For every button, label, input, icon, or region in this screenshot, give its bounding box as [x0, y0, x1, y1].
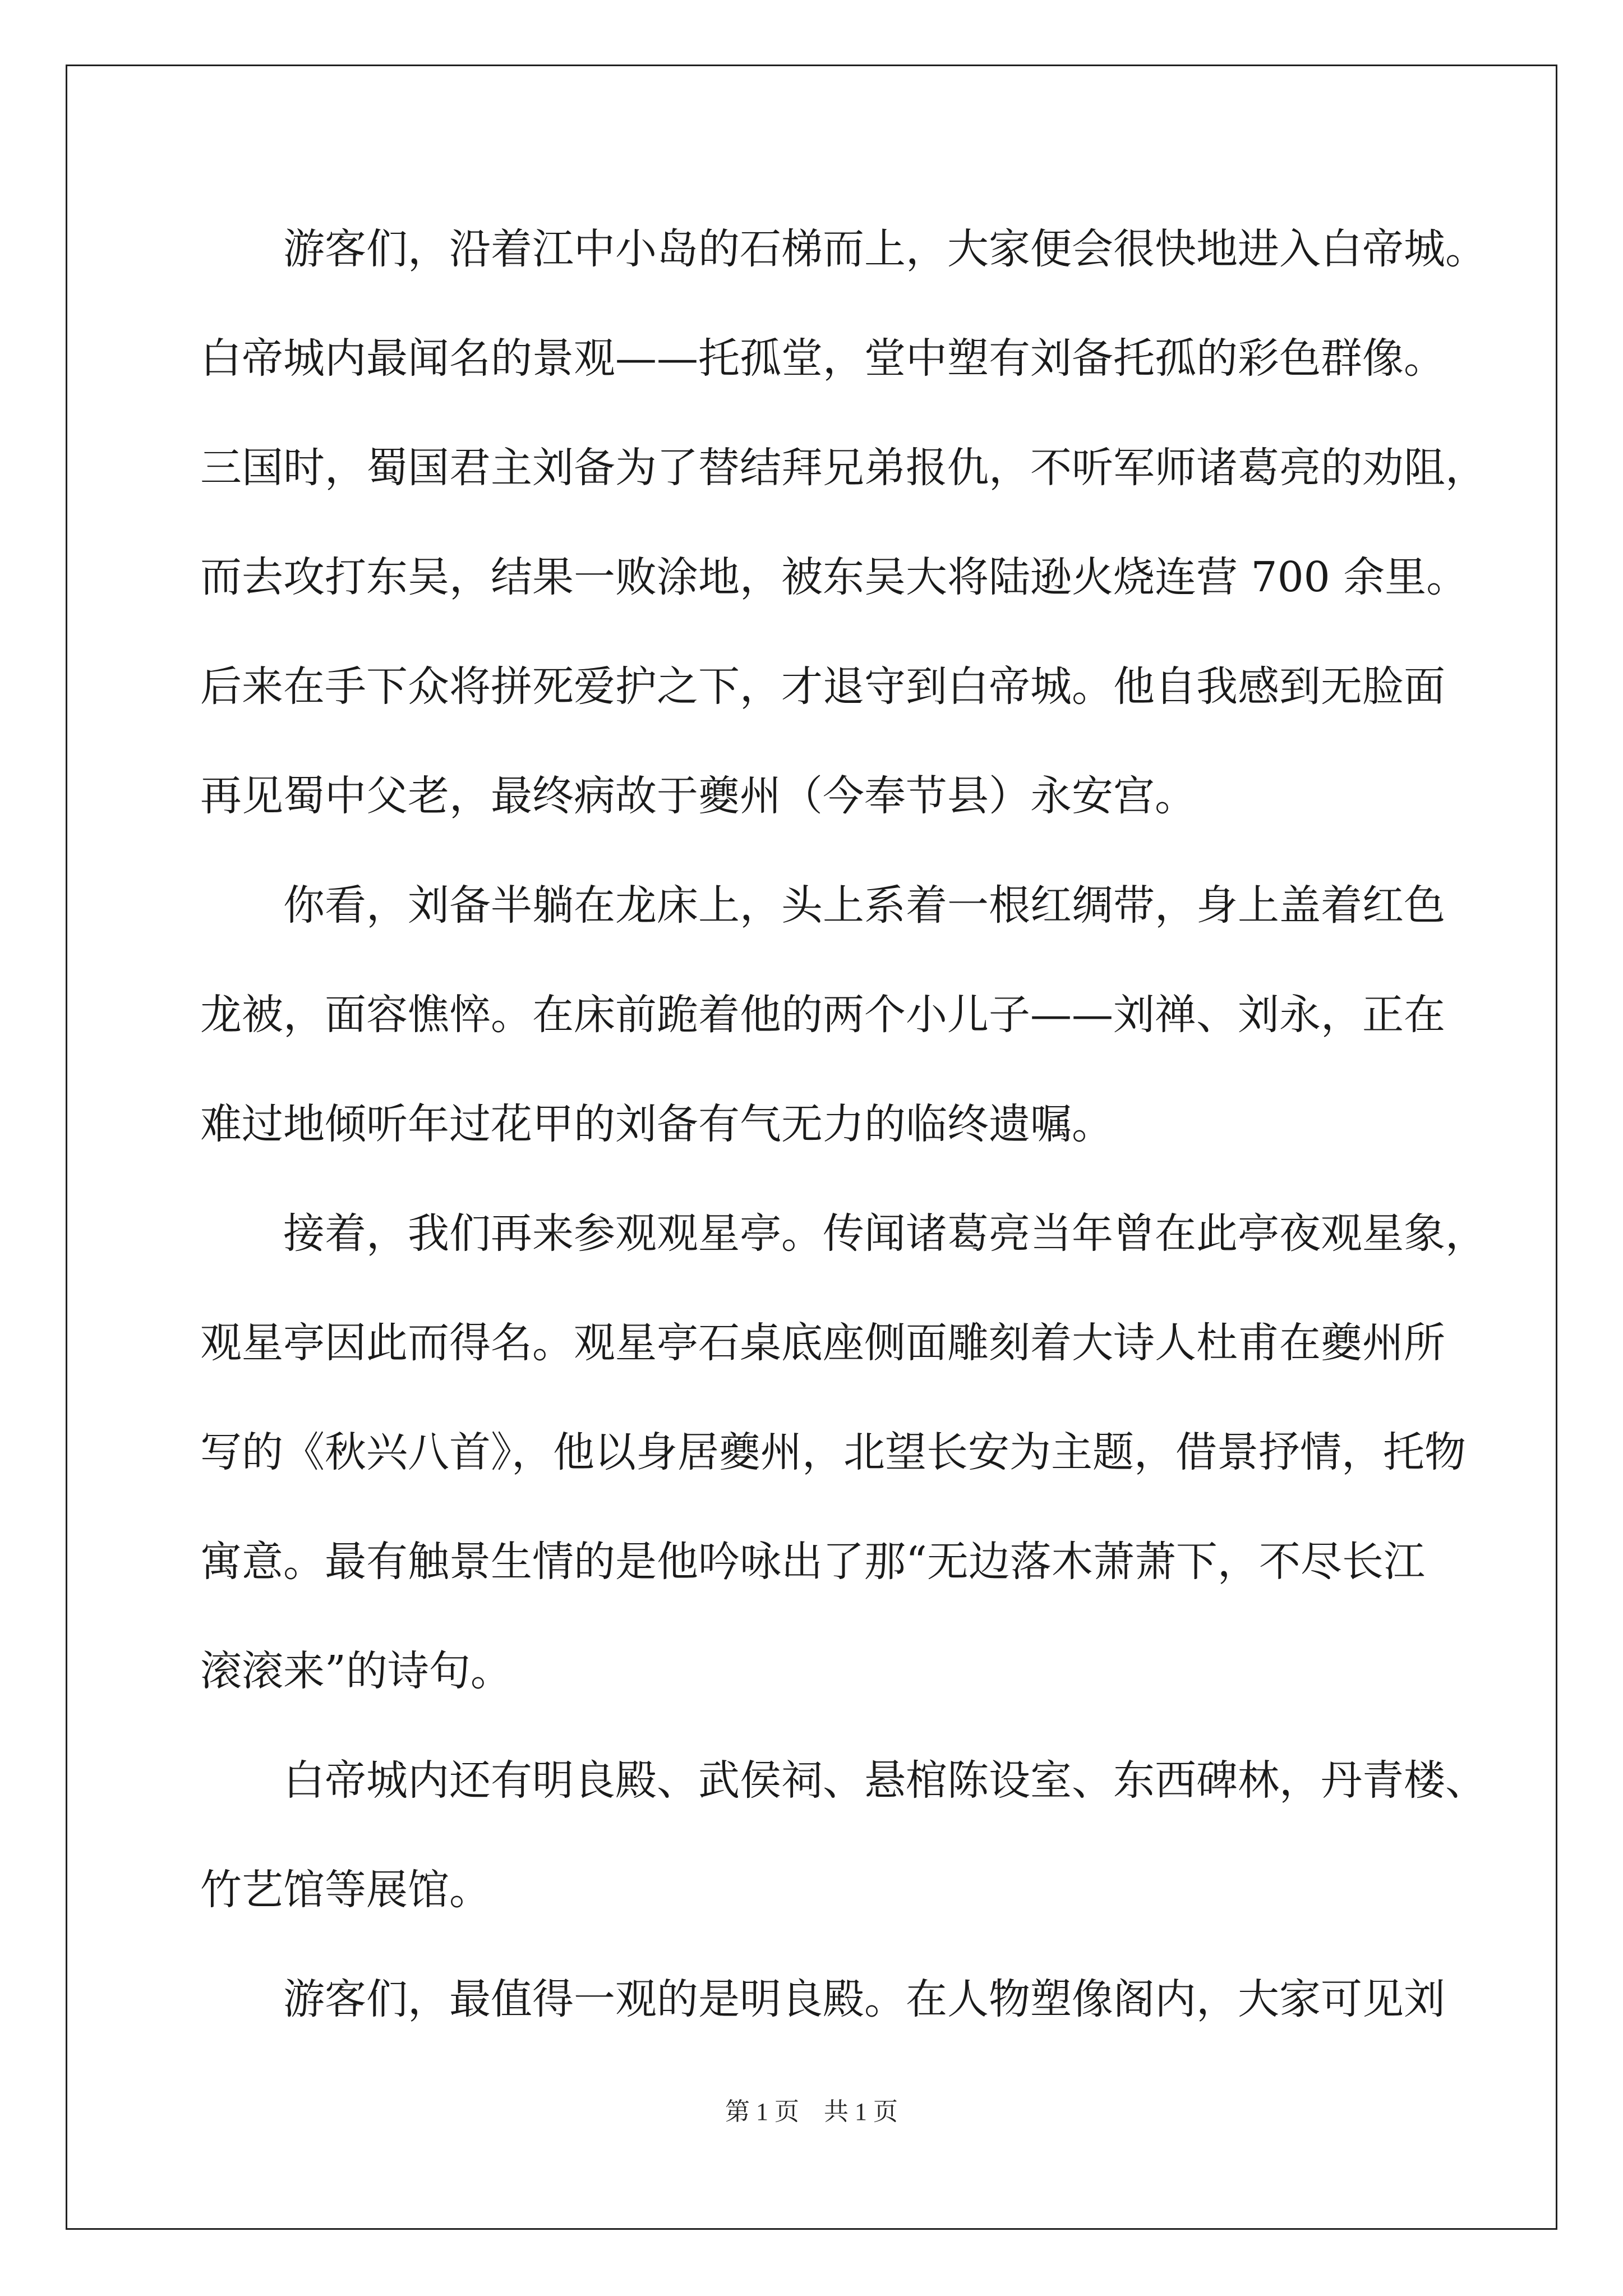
text-line: 寓意。最有触景生情的是他吟咏出了那“无边落木萧萧下，不尽长江 [200, 1538, 1425, 1586]
text-line: 后来在手下众将拼死爱护之下，才退守到白帝城。他自我感到无脸面 [200, 662, 1445, 711]
text-line: 游客们，最值得一观的是明良殿。在人物塑像阁内，大家可见刘 [200, 1975, 1445, 2023]
text-line: 三国时，蜀国君主刘备为了替结拜兄弟报仇，不听军师诸葛亮的劝阻， [200, 444, 1487, 492]
text-line: 你看，刘备半躺在龙床上，头上系着一根红绸带，身上盖着红色 [200, 881, 1445, 930]
text-line: 龙被，面容憔悴。在床前跪着他的两个小儿子——刘禅、刘永，正在 [200, 991, 1445, 1039]
text-line: 而去攻打东吴，结果一败涂地，被东吴大将陆逊火烧连营 700 余里。 [200, 553, 1468, 601]
text-line: 白帝城内最闻名的景观——托孤堂，堂中塑有刘备托孤的彩色群像。 [200, 334, 1445, 383]
text-line: 再见蜀中父老，最终病故于夔州（今奉节县）永安宫。 [200, 772, 1196, 820]
text-line: 难过地倾听年过花甲的刘备有气无力的临终遗嘱。 [200, 1100, 1113, 1148]
text-line: 白帝城内还有明良殿、武侯祠、悬棺陈设室、东西碑林，丹青楼、 [200, 1756, 1487, 1805]
text-line: 竹艺馆等展馆。 [200, 1866, 491, 1914]
text-line: 游客们，沿着江中小岛的石梯而上，大家便会很快地进入白帝城。 [200, 225, 1487, 273]
text-line: 滚滚来”的诗句。 [200, 1647, 512, 1695]
page-footer: 第 1 页 共 1 页 [725, 2098, 898, 2125]
text-line: 接着，我们再来参观观星亭。传闻诸葛亮当年曾在此亭夜观星象， [200, 1209, 1487, 1258]
text-line: 写的《秋兴八首》，他以身居夔州，北望长安为主题，借景抒情，托物 [200, 1428, 1466, 1476]
text-line: 观星亭因此而得名。观星亭石桌底座侧面雕刻着大诗人杜甫在夔州所 [200, 1319, 1445, 1367]
